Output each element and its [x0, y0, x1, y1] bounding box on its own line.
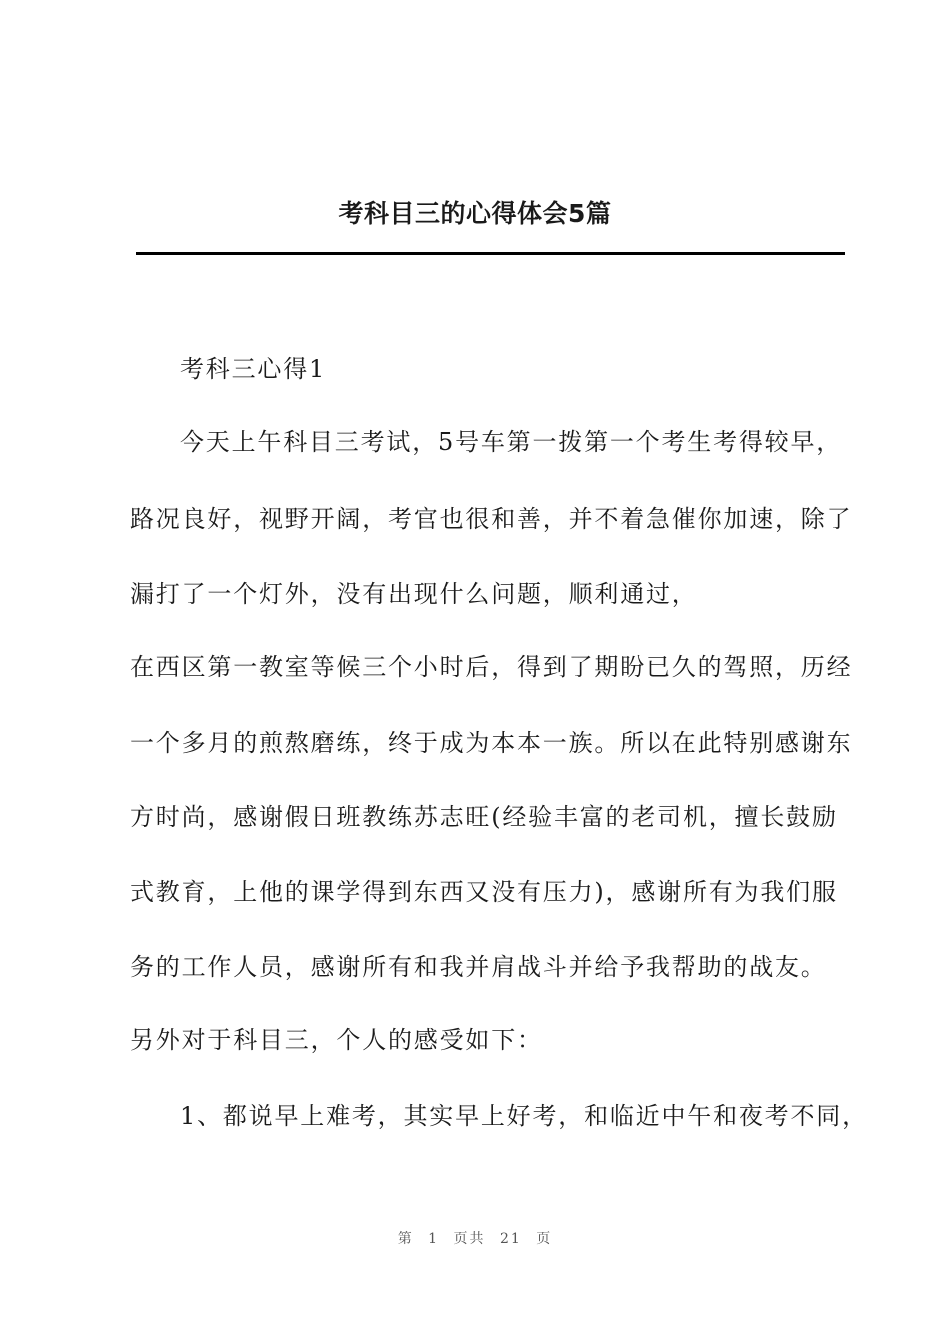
page-title: 考科目三的心得体会5篇 — [338, 199, 612, 228]
body-line: 漏打了一个灯外，没有出现什么问题，顺利通过， — [130, 580, 698, 608]
page-footer: 第 1 页共 21 页 — [397, 1231, 553, 1247]
section-heading: 考科三心得1 — [180, 355, 327, 383]
body-line: 在西区第一教室等候三个小时后，得到了期盼已久的驾照，历经 — [130, 653, 853, 681]
body-line: 路况良好，视野开阔，考官也很和善，并不着急催你加速，除了 — [130, 505, 853, 533]
body-line: 今天上午科目三考试，5号车第一拨第一个考生考得较早， — [180, 428, 843, 456]
body-line: 务的工作人员，感谢所有和我并肩战斗并给予我帮助的战友。 — [130, 953, 827, 981]
body-line: 方时尚，感谢假日班教练苏志旺(经验丰富的老司机，擅长鼓励 — [130, 803, 838, 831]
title-divider — [136, 252, 845, 255]
body-line: 式教育，上他的课学得到东西又没有压力)，感谢所有为我们服 — [130, 878, 838, 906]
body-line: 一个多月的煎熬磨练，终于成为本本一族。所以在此特别感谢东 — [130, 729, 853, 757]
body-line: 1、都说早上难考，其实早上好考，和临近中午和夜考不同， — [180, 1102, 868, 1130]
body-line: 另外对于科目三，个人的感受如下： — [130, 1026, 543, 1054]
